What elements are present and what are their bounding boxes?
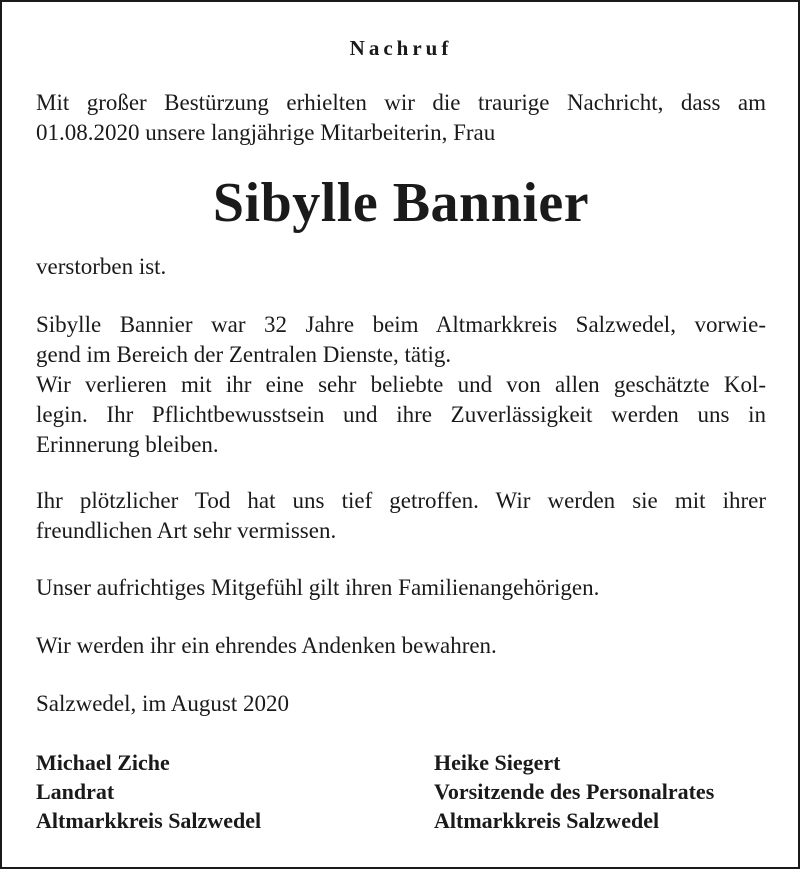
career-line: gend im Bereich der Zentralen Dienste, tätig. — [36, 342, 452, 367]
career-line: Erinnerung bleiben. — [36, 432, 219, 457]
loss-paragraph — [36, 486, 766, 546]
signature-block-right — [434, 748, 714, 835]
signatory-organization: Altmarkkreis Salzwedel — [36, 808, 262, 833]
signatory-name: Heike Siegert — [434, 750, 561, 775]
signatory-name: Michael Ziche — [36, 750, 170, 775]
deceased-name: Sibylle Bannier — [212, 172, 590, 234]
intro-paragraph — [36, 88, 766, 148]
place-date — [36, 689, 766, 719]
sympathy-line: Unser aufrichtiges Mitgefühl gilt ihren Familienangehörigen. — [36, 575, 600, 600]
remembrance-text — [36, 631, 766, 661]
after-name-text — [36, 252, 766, 282]
career-line: Wir verlieren mit ihr eine sehr beliebte und von allen geschätzte Kol- — [36, 372, 766, 397]
remembrance-line: Wir werden ihr ein ehrendes Andenken bewahren. — [36, 633, 497, 658]
signatory-title: Landrat — [36, 779, 115, 804]
sympathy-text — [36, 573, 766, 603]
career-line: Sibylle Bannier war 32 Jahre beim Altmarkkreis Salzwedel, vorwie- — [36, 312, 766, 337]
loss-line: freundlichen Art sehr vermissen. — [36, 518, 337, 543]
signatory-title: Vorsitzende des Personalrates — [434, 779, 715, 804]
intro-line: Mit großer Bestürzung erhielten wir die traurige Nachricht, dass am — [36, 90, 766, 115]
career-line: legin. Ihr Pflichtbewusstsein und ihre Zuverlässigkeit werden uns in — [36, 402, 766, 427]
loss-line: Ihr plötzlicher Tod hat uns tief getroffen. Wir werden sie mit ihrer — [36, 488, 766, 513]
signature-block-left — [36, 748, 261, 835]
place-date-line: Salzwedel, im August 2020 — [36, 691, 289, 716]
intro-line: 01.08.2020 unsere langjährige Mitarbeiterin, Frau — [36, 120, 496, 145]
after-name-line: verstorben ist. — [36, 254, 167, 279]
notice-heading: Nachruf — [349, 36, 453, 60]
signatory-organization: Altmarkkreis Salzwedel — [434, 808, 660, 833]
career-paragraph — [36, 310, 766, 460]
